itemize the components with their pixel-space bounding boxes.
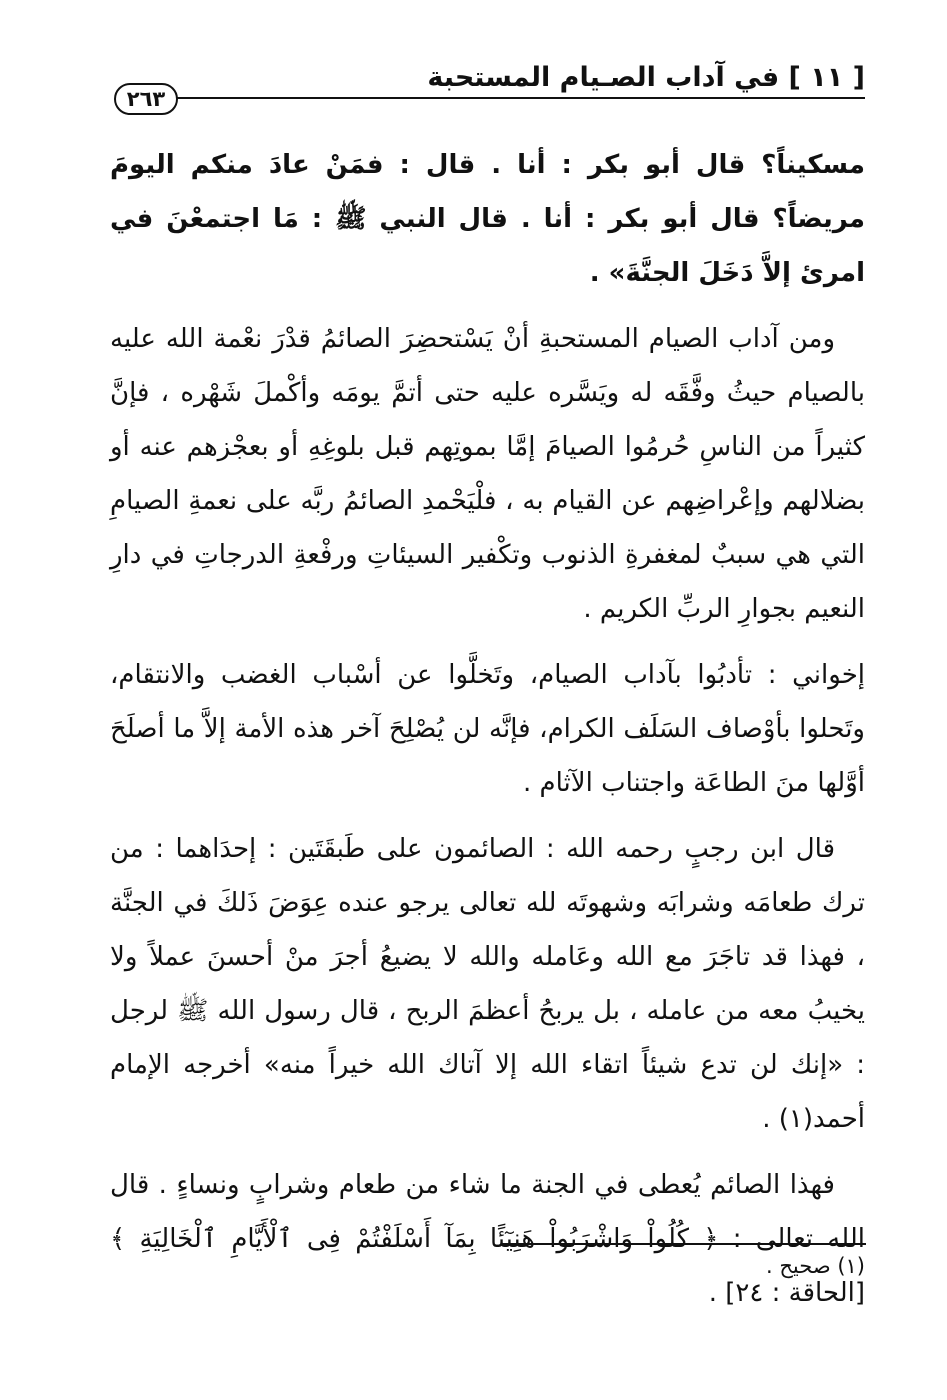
paragraph: فهذا الصائم يُعطى في الجنة ما شاء من طعام وشرابٍ ونساءٍ . قال الله تعالى : ﴿ كُلُواْ وَاشْرَبُواْ هَنِيٓئًا بِمَآ أَسْلَفْتُمْ فِى ٱلْأَيَّامِ ٱلْخَالِيَةِ ﴾ [الحاقة : ٢٤] . bbox=[110, 1170, 865, 1308]
paragraph: إخواني : تأدبُوا بآداب الصيام، وتَخلَّوا عن أسْباب الغضب والانتقام، وتَحلوا بأوْصاف السَلَف الكرام، فإنَّه لن يُصْلِحَ آخر هذه الأمة إلاَّ ما أصلَحَ أوَّلها منَ الطاعَة واجتناب الآثام . bbox=[110, 660, 865, 798]
footnote: (١) صحيح . bbox=[766, 1254, 865, 1278]
paragraph: قال ابن رجبٍ رحمه الله : الصائمون على طَبقَتَين : إحدَاهما : من ترك طعامَه وشرابَه وشهوتَه لله تعالى يرجو عنده عِوَضَ ذَلكَ في الجنَّة ، فهذا قد تاجَرَ مع الله وعَامله والله لا يضيعُ أجرَ منْ أحسنَ عملاً ولا يخيبُ معه من عامله ، بل يربحُ أعظمَ الربح ، قال رسول الله ﷺ لرجل : «إنك لن تدع شيئاً اتقاء الله إلا آتاك الله خيراً منه» أخرجه الإمام أحمد(١) . bbox=[110, 834, 865, 1134]
paragraph: مسكيناً؟ قال أبو بكر : أنا . قال : فمَنْ عادَ منكم اليومَ مريضاً؟ قال أبو بكر : أنا . قال النبي ﷺ : مَا اجتمعْنَ في امرئ إلاَّ دَخَلَ الجنَّةَ» . bbox=[110, 150, 865, 288]
chapter-title: [ ١١ ] في آداب الصـيام المستحبة bbox=[427, 62, 865, 93]
page-header bbox=[108, 52, 865, 112]
page-number: ٢٦٣ bbox=[114, 83, 178, 115]
paragraph: ومن آداب الصيام المستحبةِ أنْ يَسْتحضِرَ الصائمُ قدْرَ نعْمة الله عليه بالصيام حيثُ وفَّقَه له ويَسَّره عليه حتى أتمَّ يومَه وأكْملَ شَهْره ، فإنَّ كثيراً من الناسِ حُرمُوا الصيامَ إمَّا بموتِهم قبل بلوغِهِ أو بعجْزهم عنه أو بضلالهم وإعْراضِهم عن القيام به ، فلْيَحْمدِ الصائمُ ربَّه على نعمةِ الصيامِ التي هي سببٌ لمغفرةِ الذنوب وتكْفير السيئاتِ ورفْعةِ الدرجاتِ في دارِ النعيم بجوارِ الربِّ الكريم . bbox=[110, 324, 865, 624]
header-rule bbox=[172, 97, 865, 99]
page-body bbox=[110, 138, 865, 1332]
footnote-separator bbox=[502, 1243, 866, 1245]
